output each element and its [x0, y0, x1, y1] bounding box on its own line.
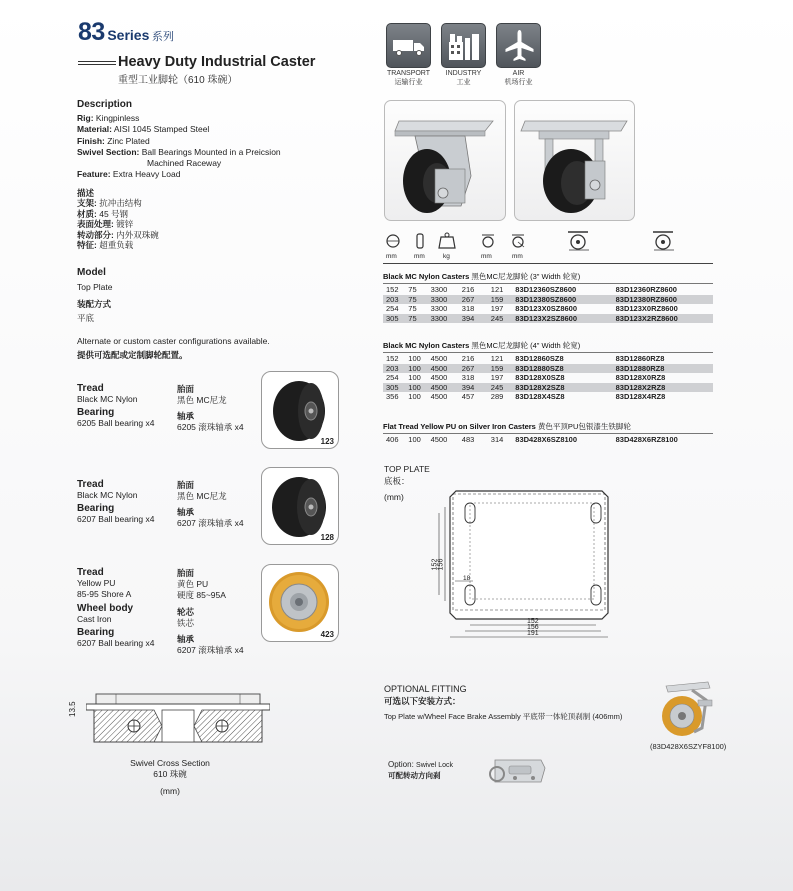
table-cell: 3300 [428, 295, 459, 305]
spec-table-2 [383, 354, 713, 402]
table-cell: 267 [459, 295, 488, 305]
table-1-rule [383, 283, 713, 284]
table-cell: 75 [408, 304, 417, 314]
spec-unit-1: mm [386, 253, 397, 260]
wheel-spec-3: Tread Yellow PU 85-95 Shore A Wheel body Cast Iron Bearing 6207 Ball bearing x4 [77, 567, 155, 648]
table-row [383, 285, 713, 295]
top-plate-cn: 底板： [384, 476, 410, 486]
custom-note-cn: 提供可选配或定制脚轮配置。 [77, 350, 188, 360]
table-cell: 152 [386, 354, 399, 364]
table-cell: 318 [461, 373, 475, 383]
table-row [383, 354, 713, 364]
table-cell: 83D428X6RZ8100 [615, 435, 678, 445]
table-cell: 83D12860SZ8 [515, 354, 564, 364]
table-cell: 3300 [430, 304, 448, 314]
swivel-cross-section-drawing [86, 692, 270, 748]
spec-icon-row [383, 229, 683, 265]
industry-transport-label: TRANSPORT 运输行业 [386, 70, 431, 86]
spec-unit-4: mm [481, 253, 492, 260]
table-cell: 100 [408, 354, 421, 364]
wheel-image-423 [261, 564, 339, 642]
plate-dim-bottom-3: 191 [527, 630, 539, 637]
table-cell: 4500 [430, 354, 448, 364]
plate-hole-dim: 18 [463, 575, 471, 582]
description-body: Rig: Kingpinless Material: AISI 1045 Stamped Steel Finish: Zinc Plated Swivel Section: Ball Bearings Mounted in a Preicsion Machined Raceway Feature: Extra Heavy Load [77, 113, 281, 180]
table-cell: 121 [490, 285, 504, 295]
spec-unit-2: mm [414, 253, 425, 260]
table-cell: 83D128X0SZ8 [515, 373, 565, 383]
table-cell: 203 [383, 364, 405, 374]
series-cn: 系列 [151, 31, 174, 43]
table-cell: 254 [386, 304, 399, 314]
plate-dim-bottom-2: 156 [527, 624, 539, 631]
spec-header-rule [383, 263, 713, 264]
optional-code: (83D428X6SZYF8100) [650, 742, 727, 751]
industry-air-label: AIR 机场行业 [504, 70, 533, 86]
plate-dim-left-1: 152 [431, 558, 439, 571]
table-cell: 83D123X2SZ8600 [512, 314, 612, 324]
table-cell: 75 [408, 285, 417, 295]
table-cell: 159 [488, 295, 513, 305]
table-cell: 83D123X0RZ8600 [615, 304, 678, 314]
table-cell: 318 [461, 304, 475, 314]
title-rule [78, 61, 116, 65]
spec-table-1 [383, 285, 713, 323]
table-cell: 83D12380SZ8600 [512, 295, 612, 305]
table-cell: 83D12880RZ8 [613, 364, 713, 374]
cross-section-cn: 610 珠碗 [153, 769, 187, 779]
table-cell: 245 [488, 314, 513, 324]
wheel-spec-2-cn: 胎面 黑色 MC尼龙 轴承 6207 滚珠轴承 x4 [177, 480, 244, 529]
optional-title: OPTIONAL FITTING [384, 684, 467, 694]
rigid-caster-icon [653, 232, 674, 250]
table-3-rule [383, 433, 713, 434]
table-row [383, 383, 713, 393]
table-cell: 75 [405, 314, 427, 324]
table-cell: 394 [459, 314, 488, 324]
swivel-lock-photo [475, 752, 555, 794]
wheel-spec-1-cn: 胎面 黑色 MC尼龙 轴承 6205 滚珠轴承 x4 [177, 384, 244, 433]
table-cell: 83D428X6SZ8100 [515, 435, 578, 445]
table-cell: 483 [461, 435, 475, 445]
table-cell: 3300 [428, 314, 459, 324]
table-cell: 3300 [430, 285, 448, 295]
table-cell: 159 [488, 364, 513, 374]
spec-table-3 [383, 435, 713, 445]
table-3-title: Flat Tread Yellow PU on Silver Iron Casters 黄色平顶PU包银漆生铁脚轮 [383, 422, 631, 431]
table-cell: 100 [408, 392, 421, 402]
table-cell: 83D123X2RZ8600 [613, 314, 713, 324]
table-cell: 216 [461, 285, 475, 295]
table-cell: 356 [386, 392, 399, 402]
table-row [383, 373, 713, 383]
table-cell: 457 [461, 392, 475, 402]
table-cell: 216 [461, 354, 475, 364]
swivel-lock-cn: 可配转动方向刹 [388, 771, 441, 780]
page-subtitle: 重型工业脚轮（610 珠碗） [118, 75, 238, 86]
table-cell: 121 [490, 354, 504, 364]
cross-section-title: Swivel Cross Section [130, 758, 210, 768]
table-cell: 83D123X0SZ8600 [515, 304, 578, 314]
spec-unit-3: kg [443, 253, 450, 260]
table-cell: 4500 [430, 373, 448, 383]
rigid-caster-photo [514, 100, 635, 221]
swivel-caster-photo [384, 100, 506, 221]
table-cell: 83D128X2RZ8 [613, 383, 713, 393]
table-cell: 289 [490, 392, 504, 402]
table-cell: 197 [490, 304, 504, 314]
table-cell: 83D12880SZ8 [512, 364, 612, 374]
truck-icon [386, 23, 431, 68]
table-cell: 254 [386, 373, 399, 383]
model-cn-heading: 装配方式 [77, 299, 112, 309]
table-cell: 314 [490, 435, 504, 445]
table-2-rule [383, 352, 713, 353]
wheel-width-icon [417, 234, 423, 248]
table-cell: 4500 [428, 383, 459, 393]
wheel-code-423: 423 [320, 630, 334, 639]
wheel-diameter-icon [387, 235, 399, 247]
plate-dim-left-2: 156 [437, 558, 445, 571]
table-cell: 75 [405, 295, 427, 305]
swivel-caster-icon [568, 232, 589, 250]
table-cell: 83D128X0RZ8 [615, 373, 666, 383]
table-1-title: Black MC Nylon Casters 黑色MC尼龙脚轮 (3" Width 轮宽) [383, 272, 581, 281]
table-row [383, 392, 713, 402]
table-cell: 100 [405, 383, 427, 393]
swivel-lock-label: Option: Swivel Lock [388, 760, 453, 769]
model-value: Top Plate [77, 282, 113, 292]
wheel-spec-3-cn: 胎面 黄色 PU 硬度 85~95A 轮芯 铁芯 轴承 6207 滚珠轴承 x4 [177, 568, 244, 655]
wheel-spec-1: Tread Black MC Nylon Bearing 6205 Ball bearing x4 [77, 383, 155, 429]
wheel-image-123 [261, 371, 339, 449]
top-plate-title: TOP PLATE [384, 464, 430, 474]
table-cell: 4500 [430, 392, 448, 402]
cross-section-unit: (mm) [160, 786, 180, 796]
table-2-title: Black MC Nylon Casters 黑色MC尼龙脚轮 (4" Width 轮宽) [383, 341, 581, 350]
table-row [383, 314, 713, 324]
spec-unit-5: mm [512, 253, 523, 260]
table-cell: 83D128X4RZ8 [615, 392, 666, 402]
swivel-radius-icon [512, 235, 524, 247]
table-cell: 100 [408, 435, 421, 445]
table-row [383, 435, 713, 445]
table-cell: 197 [490, 373, 504, 383]
model-heading: Model [77, 267, 106, 278]
table-cell: 305 [383, 383, 405, 393]
series-number: 83 [78, 18, 105, 46]
table-cell: 245 [488, 383, 513, 393]
table-cell: 406 [386, 435, 399, 445]
table-cell: 83D12380RZ8600 [613, 295, 713, 305]
overall-height-icon [482, 235, 494, 247]
table-cell: 4500 [430, 435, 448, 445]
table-row [383, 304, 713, 314]
industry-industry-label: INDUSTRY 工业 [445, 70, 482, 86]
table-cell: 83D12360RZ8600 [615, 285, 677, 295]
table-cell: 305 [383, 314, 405, 324]
description-cn-body: 支架: 抗冲击结构 材质: 45 号钢 表面处理: 镀锌 转动部分: 内外双珠碗 特征: 超重负载 [77, 198, 159, 250]
optional-cn: 可选以下安装方式： [384, 696, 461, 706]
description-heading: Description [77, 99, 133, 110]
table-cell: 267 [459, 364, 488, 374]
wheel-image-128 [261, 467, 339, 545]
wheel-spec-2: Tread Black MC Nylon Bearing 6207 Ball bearing x4 [77, 479, 155, 525]
table-row [383, 295, 713, 305]
description-cn-heading: 描述 [77, 188, 95, 198]
optional-desc: Top Plate w/Wheel Face Brake Assembly 平底带一体轮顶刹制 (406mm) [384, 712, 623, 721]
load-weight-icon [439, 233, 455, 248]
model-cn-value: 平底 [77, 313, 95, 323]
cross-section-dimension: 13.5 [68, 701, 77, 717]
page-title: Heavy Duty Industrial Caster [118, 54, 316, 70]
wheel-code-123: 123 [320, 437, 334, 446]
top-plate-unit: (mm) [384, 492, 404, 502]
table-cell: 4500 [428, 364, 459, 374]
plate-dim-bottom-1: 152 [527, 618, 539, 625]
table-cell: 83D128X2SZ8 [512, 383, 612, 393]
table-row [383, 364, 713, 374]
airplane-icon [496, 23, 541, 68]
table-cell: 100 [405, 364, 427, 374]
series-header [78, 18, 174, 47]
brake-caster-photo [648, 676, 722, 740]
table-cell: 203 [383, 295, 405, 305]
factory-icon [441, 23, 486, 68]
custom-note: Alternate or custom caster configurations available. [77, 336, 270, 346]
wheel-code-128: 128 [320, 533, 334, 542]
table-cell: 83D128X4SZ8 [515, 392, 565, 402]
table-cell: 83D12360SZ8600 [515, 285, 577, 295]
table-cell: 83D12860RZ8 [615, 354, 665, 364]
table-cell: 394 [459, 383, 488, 393]
table-cell: 152 [386, 285, 399, 295]
series-word: Series [107, 27, 150, 43]
table-cell: 100 [408, 373, 421, 383]
top-plate-drawing [425, 483, 620, 645]
